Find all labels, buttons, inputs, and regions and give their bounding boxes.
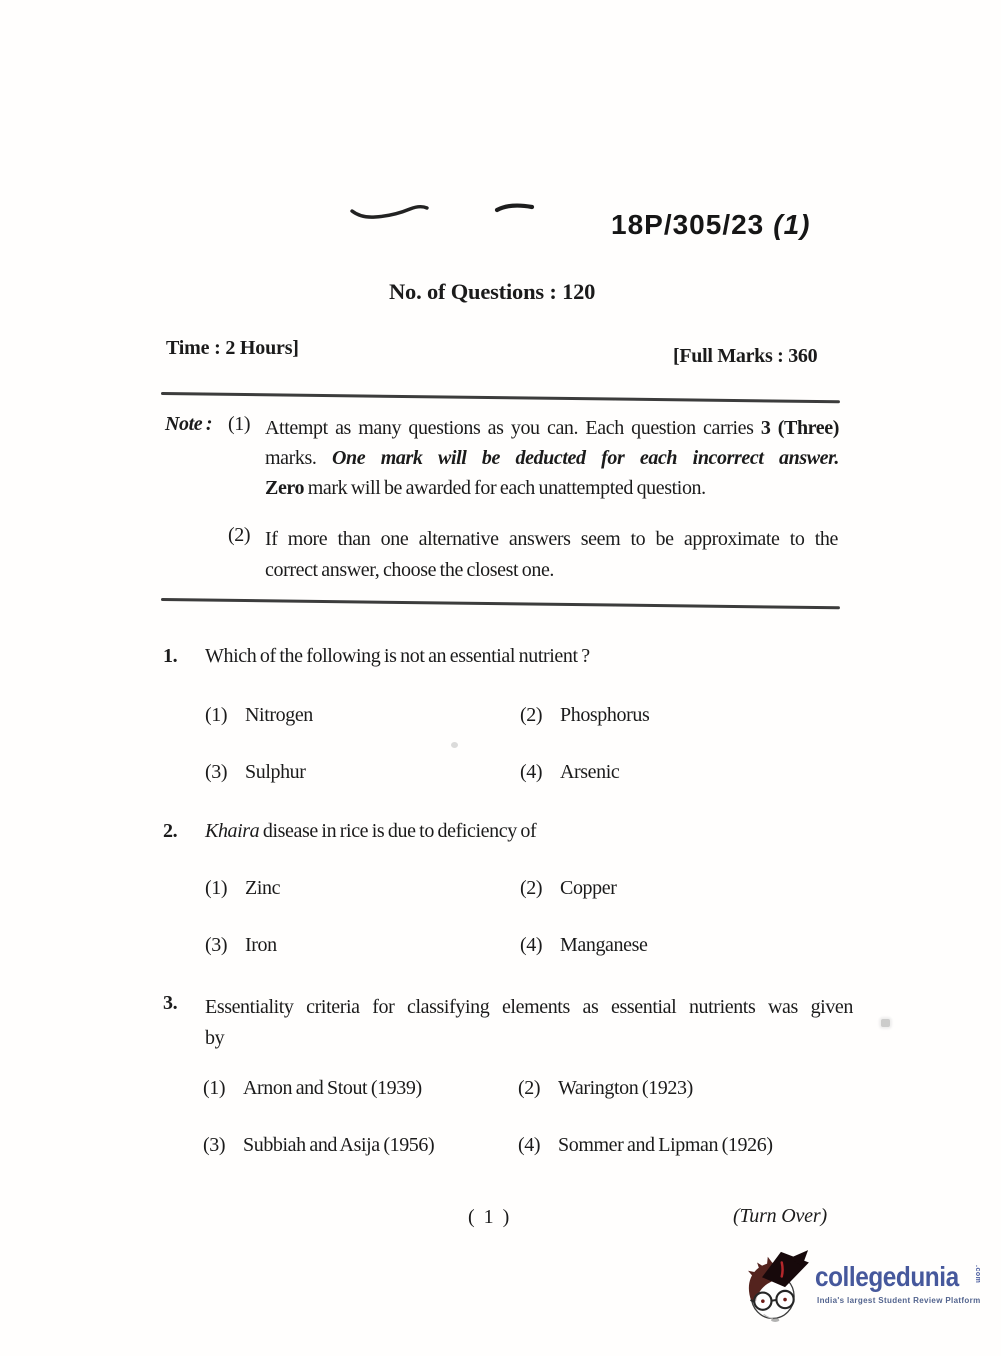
option-label: Manganese — [560, 934, 648, 956]
option-label: Subbiah and Asija (1956) — [243, 1134, 435, 1156]
question-3-option-1 — [203, 1077, 422, 1100]
option-number: (1) — [203, 1077, 226, 1099]
divider-rule-top — [161, 392, 840, 403]
question-count-label: No. of Questions : 120 — [389, 279, 596, 304]
exam-code — [611, 209, 810, 241]
option-number: (2) — [518, 1077, 541, 1099]
note-label: Note : — [165, 413, 213, 435]
question-3-option-3 — [203, 1134, 434, 1157]
note-item-2 — [228, 524, 838, 585]
mascot-icon — [739, 1248, 813, 1328]
option-label: Phosphorus — [560, 704, 650, 726]
note-item-number: (2) — [228, 524, 251, 546]
exam-code-page: (1) — [773, 209, 811, 240]
question-2 — [163, 820, 536, 843]
time-allowed-label: Time : 2 Hours] — [166, 337, 299, 359]
note-text-segment: mark will be awarded for each unattempted question. — [304, 477, 706, 499]
question-3 — [163, 992, 853, 1054]
question-text-italic: Khaira — [205, 820, 260, 842]
scan-smudge-icon — [348, 197, 548, 225]
question-2-option-4 — [520, 934, 647, 957]
scan-speck — [881, 1019, 890, 1027]
option-number: (3) — [205, 934, 228, 956]
collegedunia-logo — [739, 1248, 995, 1328]
page-number: ( 1 ) — [468, 1206, 512, 1228]
divider-rule-bottom — [161, 598, 840, 609]
note-line — [265, 473, 839, 503]
note-text-segment-bold: 3 (Three) — [760, 417, 839, 439]
question-1-option-4 — [520, 761, 619, 784]
question-2-option-2 — [520, 877, 616, 900]
note-line: If more than one alternative answers seem to be approximate to the — [265, 528, 838, 550]
option-number: (3) — [203, 1134, 226, 1156]
exam-code-number: 18P/305/23 — [611, 209, 765, 240]
question-number: 2. — [163, 820, 178, 842]
option-label: Copper — [560, 877, 617, 899]
question-text-segment: disease in rice is due to deficiency of — [259, 820, 537, 842]
question-1 — [163, 645, 590, 668]
note-line — [265, 443, 839, 473]
option-label: Nitrogen — [245, 704, 313, 726]
question-1-option-3 — [205, 761, 306, 784]
note-item-number: (1) — [228, 413, 251, 435]
question-text-line: by — [205, 1027, 225, 1049]
brand-tagline: India's largest Student Review Platform — [817, 1296, 981, 1305]
option-number: (3) — [205, 761, 228, 783]
logo-text — [815, 1262, 995, 1324]
option-label: Zinc — [245, 877, 281, 899]
question-2-option-3 — [205, 934, 277, 957]
option-label: Sommer and Lipman (1926) — [558, 1134, 773, 1156]
question-3-option-4 — [518, 1134, 773, 1157]
question-3-option-2 — [518, 1077, 693, 1100]
question-1-option-1 — [205, 704, 313, 727]
option-number: (1) — [205, 704, 228, 726]
option-label: Iron — [245, 934, 277, 956]
note-line: correct answer, choose the closest one. — [265, 558, 555, 581]
note-item-text — [265, 413, 839, 503]
note-item-text — [265, 524, 838, 585]
note-item-1 — [165, 413, 841, 503]
option-number: (4) — [520, 761, 543, 783]
question-number: 3. — [163, 992, 178, 1014]
note-text-segment: marks. — [265, 447, 332, 469]
option-number: (2) — [520, 877, 543, 899]
brand-domain-suffix: .com — [974, 1265, 981, 1284]
question-text: Which of the following is not an essential nutrient ? — [205, 645, 590, 667]
note-line — [265, 413, 839, 443]
note-text-segment: Attempt as many questions as you can. Each question carries — [265, 417, 761, 439]
full-marks-label: [Full Marks : 360 — [673, 345, 818, 367]
question-number: 1. — [163, 645, 178, 667]
note-text-segment-bold-italic: One mark will be deducted for each incorrect answer. — [332, 447, 840, 469]
option-label: Warington (1923) — [558, 1077, 693, 1099]
option-label: Arnon and Stout (1939) — [243, 1077, 422, 1099]
question-1-option-2 — [520, 704, 649, 727]
question-text — [205, 992, 853, 1054]
option-number: (1) — [205, 877, 228, 899]
brand-name: collegedunia — [815, 1261, 959, 1292]
note-text-segment-bold: Zero — [265, 477, 305, 499]
question-2-option-1 — [205, 877, 280, 900]
option-label: Sulphur — [245, 761, 306, 783]
turn-over-label: (Turn Over) — [733, 1205, 827, 1227]
question-text-line: Essentiality criteria for classifying elements as essential nutrients was given — [205, 996, 853, 1018]
question-text — [205, 820, 536, 843]
option-number: (4) — [518, 1134, 541, 1156]
option-number: (2) — [520, 704, 543, 726]
option-label: Arsenic — [560, 761, 620, 783]
option-number: (4) — [520, 934, 543, 956]
scan-speck — [451, 742, 458, 748]
